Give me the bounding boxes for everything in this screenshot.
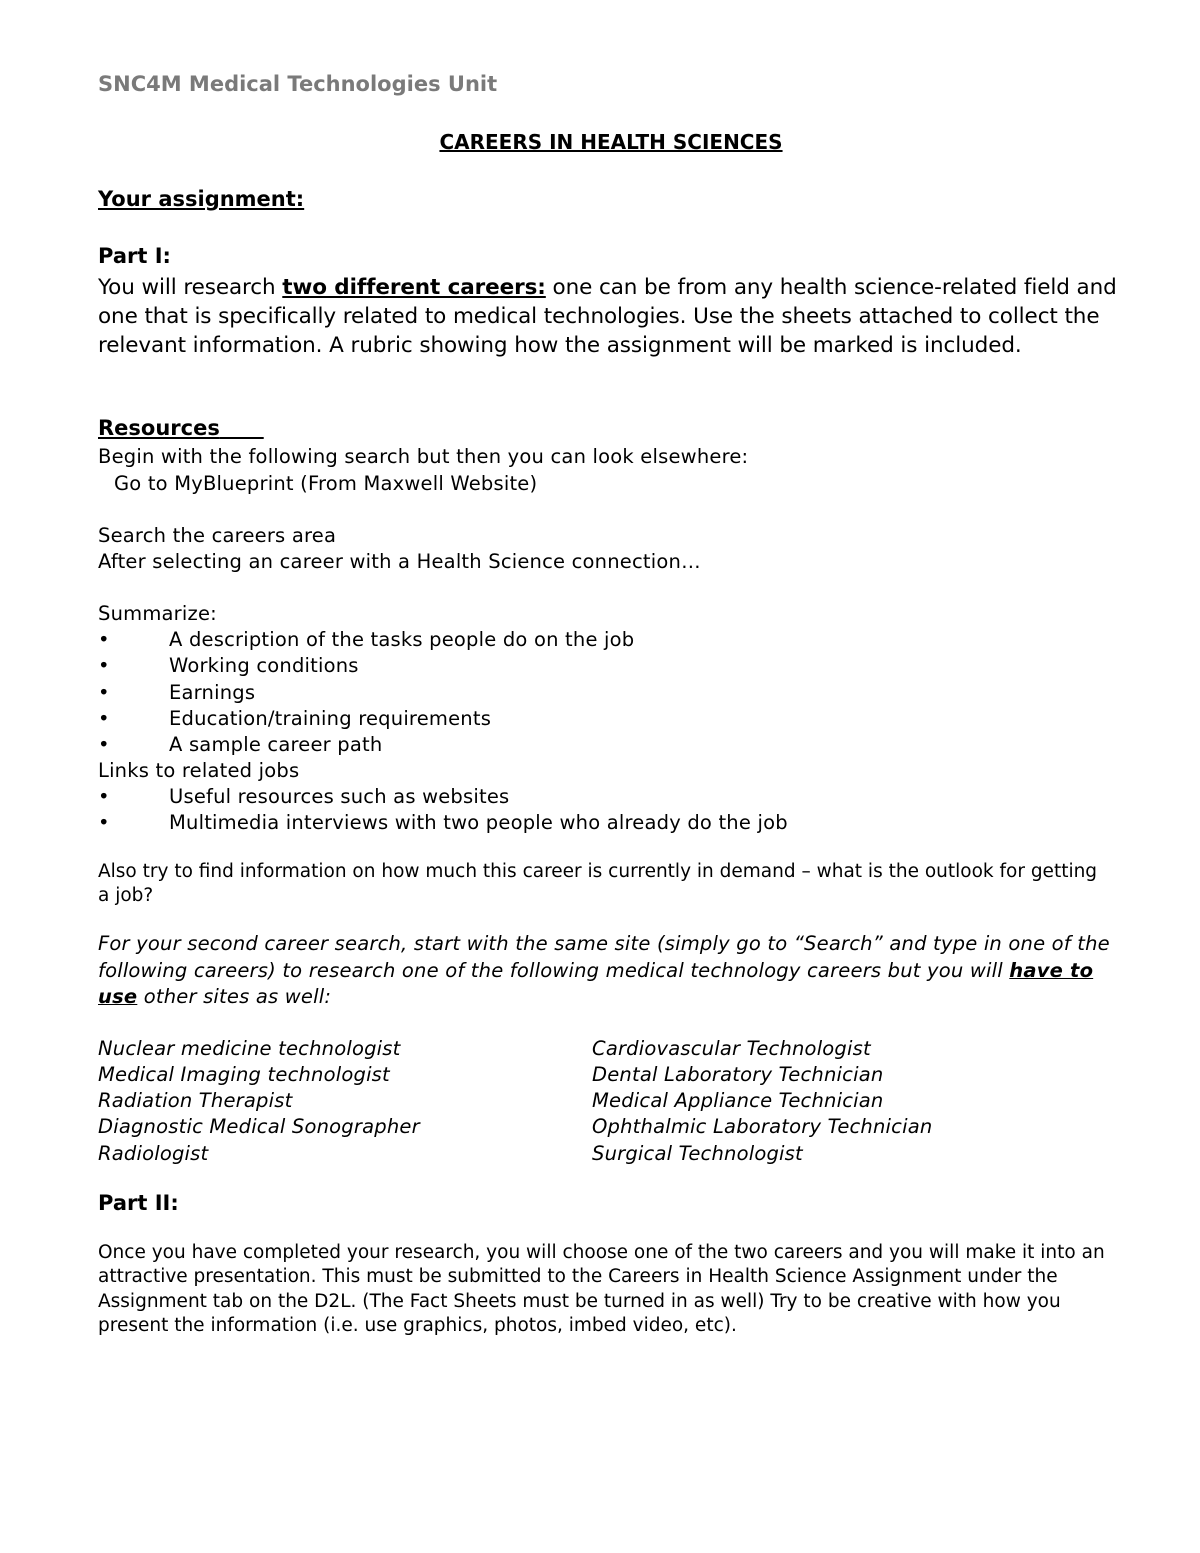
bullet-marker: • [98,707,110,730]
resources-line-3: Search the careers area [98,524,337,547]
bullet-marker: • [98,785,110,808]
bullet-marker: • [98,628,110,651]
career-option: Ophthalmic Laboratory Technician [592,1115,933,1138]
list-item: Multimedia interviews with two people who already do the job [169,811,788,834]
career-option: Medical Appliance Technician [592,1089,884,1112]
career-option: Medical Imaging technologist [98,1063,390,1086]
resources-line-4: After selecting an career with a Health Science connection… [98,550,701,573]
career-option: Cardiovascular Technologist [592,1037,871,1060]
part1-intro: You will research [98,275,283,300]
resources-heading: Resources [98,416,220,440]
part1-rest: one can be from any health science-related field and one that is specifically related to medical technologies. Use the sheets attached to collect the relevant information. A rubric showing how the assignment will be marked is included. [98,275,1117,358]
links-label: Links to related jobs [98,759,300,782]
bullet-marker: • [98,733,110,756]
list-item: Education/training requirements [169,707,492,730]
part1-emphasis: two different careers: [282,275,546,300]
resources-line-1: Begin with the following search but then you can look elsewhere: [98,445,749,468]
part1-heading: Part I: [98,244,171,268]
career-option: Nuclear medicine technologist [98,1037,401,1060]
career-option: Dental Laboratory Technician [592,1063,884,1086]
resources-line-2: Go to MyBlueprint (From Maxwell Website) [114,472,538,495]
list-item: A description of the tasks people do on the job [169,628,635,651]
career-option: Surgical Technologist [592,1142,803,1165]
part2-body: Once you have completed your research, you will choose one of the two careers and you will make it into an attractive presentation. This must be submitted to the Careers in Health Science Assignment under the Assignment tab on the D2L. (The Fact Sheets must be turned in as well) Try to be creative with how you present the information (i.e. use graphics, photos, imbed video, etc). [98,1242,1105,1336]
list-item: Useful resources such as websites [169,785,510,808]
bullet-marker: • [98,811,110,834]
bullet-marker: • [98,654,110,677]
second-search-paragraph: For your second career search, start with the same site (simply go to “Search” and type in one of the following careers) to research one of the following medical technology careers but you will have to use other sites as well: [98,932,1110,1008]
part1-body [98,273,1138,360]
outlook-paragraph: Also try to find information on how much this career is currently in demand – what is the outlook for getting a job? [98,861,1098,906]
summarize-label: Summarize: [98,602,217,625]
list-item: A sample career path [169,733,383,756]
career-option: Diagnostic Medical Sonographer [98,1115,420,1138]
career-option: Radiation Therapist [98,1089,293,1112]
career-option: Radiologist [98,1142,209,1165]
bullet-marker: • [98,681,110,704]
page-title: CAREERS IN HEALTH SCIENCES [439,130,783,154]
assignment-heading: Your assignment: [98,187,305,211]
part2-heading: Part II: [98,1191,179,1215]
list-item: Earnings [169,681,256,704]
document-header: SNC4M Medical Technologies Unit [98,72,498,96]
list-item: Working conditions [169,654,359,677]
have-to-use-emphasis: have to use [98,958,1094,1008]
